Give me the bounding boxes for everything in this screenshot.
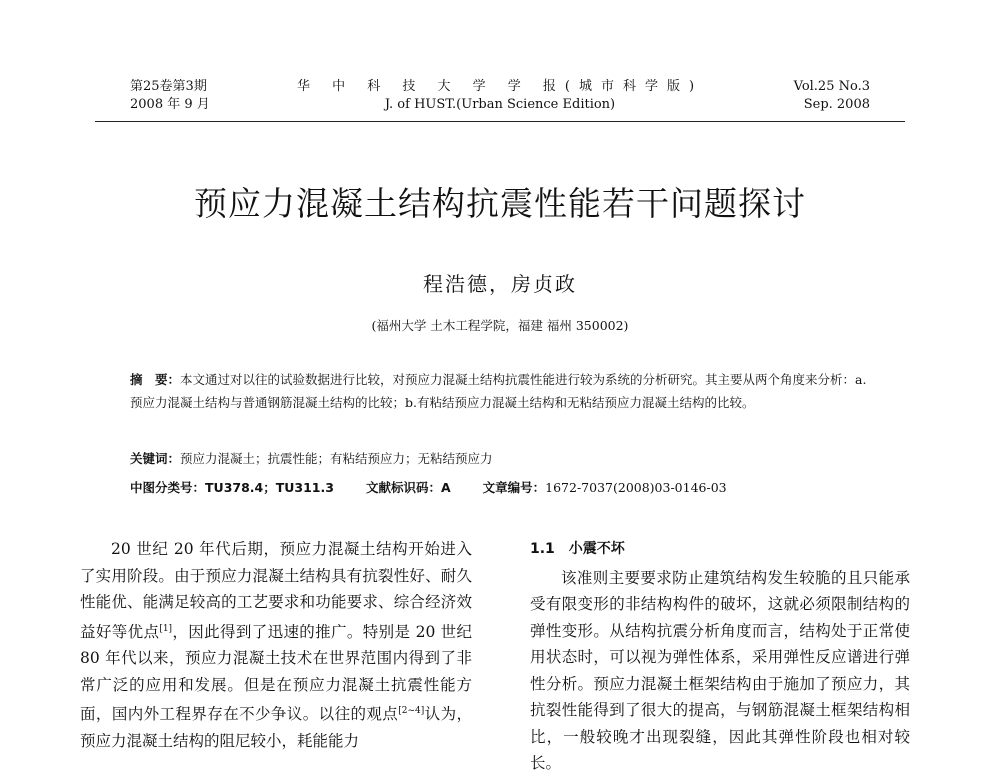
paper-affiliation: (福州大学 土木工程学院，福建 福州 350002) [371,318,629,333]
intro-paragraph: 20 世纪 20 年代后期，预应力混凝土结构开始进入了实用阶段。由于预应力混凝土结构具有抗裂性好、耐久性能优、能满足较高的工艺要求和功能要求、综合经济效益好等优点[1]，因此得到了迅速的推广。特别是 20 世纪 80 年代以来，预应力混凝土技术在世界范围内得到了非常广泛的应用和发展。但是在预应力混凝土抗震性能方面，国内外工程界存在不少争议。以往的观点[2~4]认为，预应力混凝土结构的阻尼较小，耗能能力 [80,540,472,750]
article-number: 文章编号：1672-7037(2008)03-0146-03 [482,480,727,495]
doc-code: 文献标识码：A [365,480,451,495]
citation-2-4: [2~4] [398,706,425,717]
paper-title: 预应力混凝土结构抗震性能若干问题探讨 [194,184,806,223]
citation-1: [1] [159,623,173,634]
abstract [130,368,870,414]
body-left-column [80,536,472,754]
clc-code: 中图分类号：TU378.4；TU311.3 [130,480,334,495]
classification-line [130,478,870,496]
journal-header [130,78,870,120]
body-right-column [530,536,910,777]
keywords-label: 关键词： [130,451,181,466]
section-heading: 1.1 小震不坏 [530,541,625,557]
abstract-text: 本文通过对以往的试验数据进行比较，对预应力混凝土结构抗震性能进行较为系统的分析研究。其主要从两个角度来分析：a.预应力混凝土结构与普通钢筋混凝土结构的比较；b.有粘结预应力混凝土结构和无粘结预应力混凝土结构的比较。 [130,372,867,410]
header-journal: 华 中 科 技 大 学 学 报(城市科学版) J. of HUST.(Urban Science Edition) [296,79,704,112]
keywords-text: 预应力混凝土；抗震性能；有粘结预应力；无粘结预应力 [180,451,493,466]
header-volume: 第25卷第3期 2008 年 9 月 [130,79,210,112]
keywords [130,449,870,467]
abstract-label: 摘 要： [130,372,181,387]
section-paragraph: 该准则主要要求防止建筑结构发生较脆的且只能承受有限变形的非结构构件的破坏，这就必须限制结构的弹性变形。从结构抗震分析角度而言，结构处于正常使用状态时，可以视为弹性体系，采用弹性反应谱进行弹性分析。预应力混凝土框架结构由于施加了预应力，其抗裂性能得到了很大的提高，与钢筋混凝土框架结构相比，一般较晚才出现裂缝，因此其弹性阶段也相对较长。 [530,568,910,772]
paper-authors: 程浩德，房贞政 [423,272,577,296]
header-rule [95,121,905,122]
header-volume-en: Vol.25 No.3 Sep. 2008 [793,79,870,112]
